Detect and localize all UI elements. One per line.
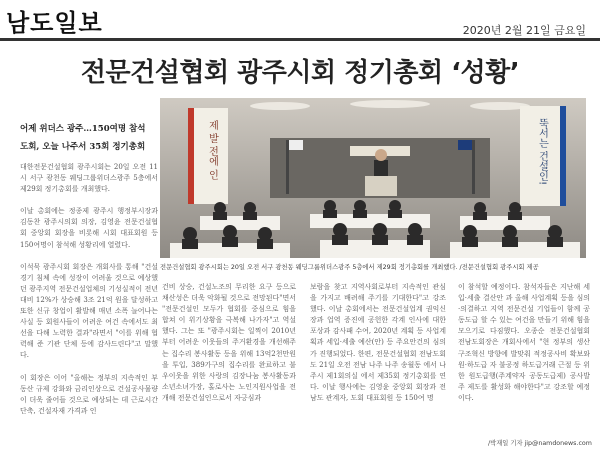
newspaper-logo: 남도일보 (6, 9, 103, 37)
article-paragraph: 이 회장은 이어 "올해는 정부의 지속적인 부동산 규제 강화와 금리인상으로 건설공사물량이 더욱 줄어들 것으로 예상되는 데 근로시간 단축, 건설자재 가격과 인 (20, 373, 158, 415)
article-paragraph: 이석묵 광주시회 회장은 개회사를 통해 "건설경기 침체 속에 성장이 어려울 것으로 예상했던 광주지역 전문건설업체의 기성실적이 전년대비 12%가 상승해 3조 21억 원을 달성하고 또한 신규 창업이 활발해 매년 소폭 늘어나는 사실 등 회원사들이 어려운 여건 속에서도 최선을 다해 노력한 결과"라면서 "이를 위해 협력해 준 기관 단체 등에 감사드린다"고 말했다. (20, 262, 158, 360)
article-column-4 (458, 282, 590, 404)
reporter-byline: /박재일 기자 jip@namdonews.com (488, 440, 592, 447)
subheadline (20, 120, 170, 156)
article-paragraph: 이날 총회에는 정종제 광주시 행정부시장과 김동찬 광주시의회 의장, 김영윤 전문건설협회 중앙회 회장을 비롯해 시회 대표회원 등 150여명이 참석해 성황리에 열렸다. (20, 207, 158, 249)
masthead (0, 0, 600, 36)
headline: 전문건설협회 광주시회 정기총회 ‘성황’ (80, 58, 520, 88)
article-text: 보람을 찾고 지역사회로부터 지속적인 관심을 가지고 배려해 주기를 기대한다"고 강조했다. 이날 총회에서는 전문건설업계 권익신장과 업역 증진에 공헌한 각계 인사에 대한 포상과 감사패 수여, 2020년 계획 등 사업계획과 세입·세출 예산(안) 등 주요안건의 심의가 진행되었다. 한편, 전문건설협회 전남도회도 21일 오전 전남 나주 나주 송월동 에서 나주시 제1회의실 에서 제35회 정기총회를 연다. 이날 행사에는 김영윤 중앙회 회장과 전남도 관계자, 도회 대표회원 등 150여 명 (310, 283, 446, 402)
subhead-line-1: 어제 위더스 광주…150여명 참석 (20, 124, 146, 134)
subhead-line-2: 도회, 오늘 나주서 35회 정기총회 (20, 142, 146, 152)
left-banner-text: 제 발 전에 인 (206, 120, 218, 180)
masthead-rule (0, 38, 600, 41)
article-paragraph: 대한전문건설협회 광주시회는 20일 오전 11시 서구 광천동 웨딩그룹위더스광주 5층에서 제29회 정기총회를 개최했다. (20, 163, 158, 194)
article-column-2 (162, 282, 296, 404)
article-text: 이 참석할 예정이다. 참석자들은 지난해 세입·세출 결산안 과 올해 사업계획 등을 심의·의결하고 지역 전문건설 기업들이 함께 공동도급 할 수 있는 여건을 만들기 위해 힘을 모으기로 다짐했다. 오종순 전문건설협회 전남도회장은 개회사에서 "현 정부의 생산구조혁신 방향에 발맞춰 적정공사비 확보와 원·하도급 자 불공정 하도급거래 근절 등 위한 원도급행(주계약자 공동도급제) 공사발주 제도를 활성화 해야한다"고 강조할 예정이다. (458, 283, 590, 402)
podium (365, 176, 397, 196)
event-photo (160, 98, 586, 258)
article-column-left (20, 162, 158, 428)
right-banner-text: 뚝서는 건설인! (536, 118, 548, 186)
article-text: 건비 상승, 건설노조의 무리한 요구 등으로 채산성은 더욱 악화될 것으로 전망된다"면서 "전문건설인 모두가 협회를 중심으로 힘을 합쳐 이 위기상황을 극복해 나가자"고 역설했다. 그는 또 "광주시회는 일찍이 2010년부터 어려운 이웃들의 주거환경을 개선해주는 집수리 봉사활동 등을 위해 13억2천만원을 투입, 389가구의 집수리를 완료하고 불우이웃을 위한 사랑의 김장나눔 봉사활동과 소년소녀가장, 홀로사는 노인지원사업을 전개해 전문건설인으로서 자긍심과 (162, 283, 296, 402)
issue-date: 2020년 2월 21일 금요일 (462, 24, 586, 37)
article-column-3 (310, 282, 446, 404)
photo-caption: 전문건설협회 광주시회는 20일 오전 서구 광천동 웨딩그룹위더스광주 5층에서 제29회 정기총회를 개최했다. /전문건설협회 광주시회 제공 (160, 264, 539, 271)
event-photo-illustration (160, 98, 586, 258)
